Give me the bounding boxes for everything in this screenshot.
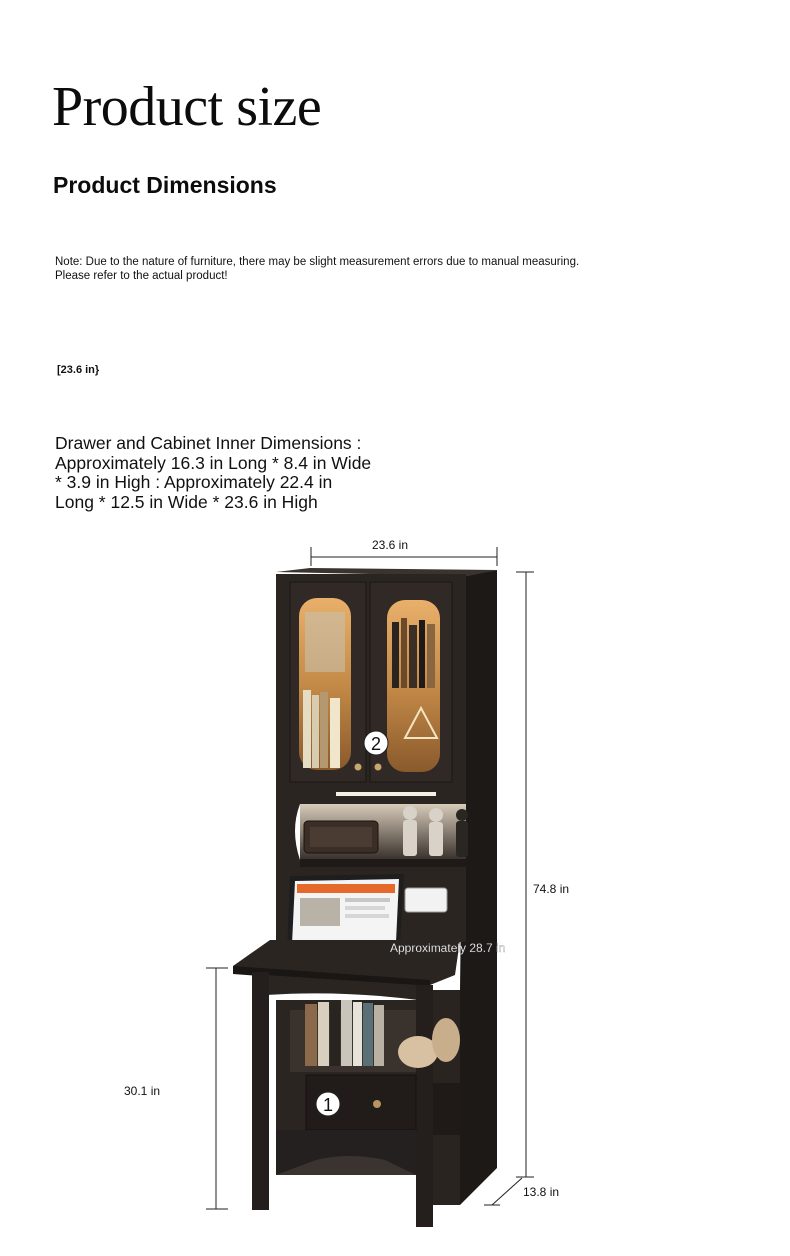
inner-dimensions-line-4: Long * 12.5 in Wide * 23.6 in High	[55, 491, 318, 512]
note-line-1: Note: Due to the nature of furniture, there may be slight measurement errors due to manual measuring.	[55, 256, 580, 268]
small-dimension-label: [23.6 in}	[57, 364, 100, 376]
height-label: 74.8 in	[533, 882, 570, 896]
height-dimension-line	[516, 572, 534, 1177]
inner-dimensions-line-1: Drawer and Cabinet Inner Dimensions :	[55, 433, 362, 453]
cabinet	[233, 568, 497, 1227]
desk-height-label: 30.1 in	[124, 1084, 161, 1098]
desk-height-dimension-line	[206, 968, 228, 1209]
measurement-note	[55, 256, 655, 283]
inner-dimensions-line-2: Approximately 16.3 in Long * 8.4 in Wide	[55, 452, 372, 473]
page-title: Product size	[52, 76, 322, 138]
inner-dimensions-line-3: * 3.9 in High : Approximately 22.4 in	[55, 472, 333, 492]
inner-dimensions-text	[55, 434, 415, 512]
callout-1-number: 1	[322, 1095, 334, 1115]
desk-depth-label: Approximately 28.7 in	[390, 941, 506, 955]
section-heading: Product Dimensions	[53, 172, 277, 198]
depth-label: 13.8 in	[523, 1185, 560, 1199]
depth-dimension-line	[484, 1178, 522, 1205]
note-line-2: Please refer to the actual product!	[55, 269, 228, 282]
width-label: 23.6 in	[371, 538, 409, 552]
product-illustration	[0, 530, 790, 1256]
callout-2-number: 2	[370, 734, 382, 754]
